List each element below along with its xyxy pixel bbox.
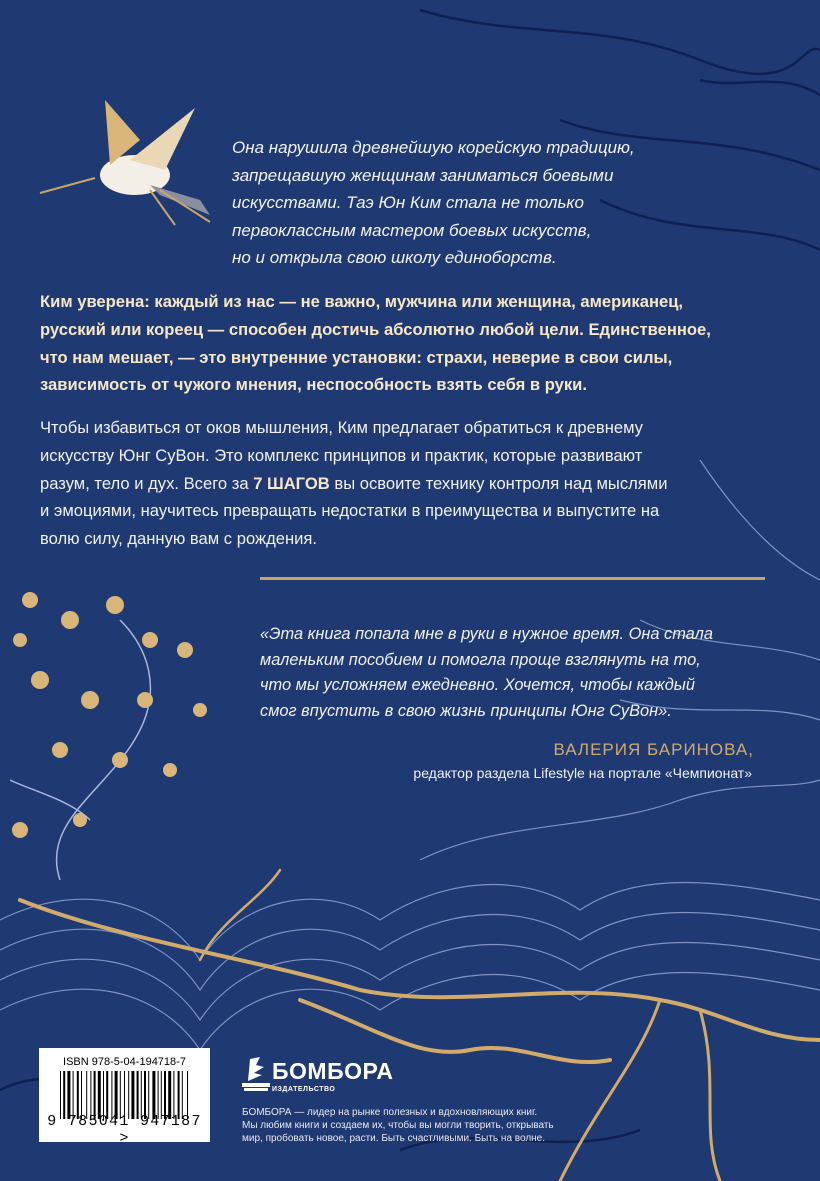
publisher-line: БОМБОРА — лидер на рынке полезных и вдохновляющих книг. — [242, 1107, 538, 1118]
quote-author: ВАЛЕРИЯ БАРИНОВА, — [553, 740, 754, 759]
barcode-bar — [177, 1071, 179, 1119]
isbn-barcode — [39, 1048, 210, 1147]
barcode-bar — [160, 1071, 161, 1119]
pine-tree-icon — [10, 592, 207, 880]
lead-line: зависимость от чужого мнения, неспособность взять себя в руки. — [40, 375, 587, 395]
barcode-bar — [60, 1071, 61, 1119]
body-line: Чтобы избавиться от оков мышления, Ким предлагает обратиться к древнему — [40, 418, 643, 437]
ean-digits: 9 785041 947187 > — [47, 1113, 202, 1147]
barcode-bar — [140, 1071, 141, 1119]
gold-divider — [260, 577, 765, 580]
barcode-bar — [152, 1071, 155, 1119]
barcode-bar — [173, 1071, 174, 1119]
publisher-line: мир, пробовать новое, расти. Быть счастливыми. Быть на волне. — [242, 1133, 546, 1144]
body-line — [40, 470, 667, 498]
barcode-bar — [144, 1071, 146, 1119]
quote-line: смог впустить в свою жизнь принципы Юнг СуВон». — [260, 701, 672, 720]
body-line: волю силу, данную вам с рождения. — [40, 529, 318, 549]
barcode-bar — [72, 1071, 73, 1119]
barcode-bars — [60, 1071, 190, 1119]
barcode-bar — [103, 1071, 104, 1119]
intro-line: Она нарушила древнейшую корейскую традицию, — [232, 138, 635, 157]
barcode-bar — [90, 1071, 91, 1119]
barcode-bar — [81, 1071, 82, 1119]
barcode-bar — [164, 1071, 166, 1119]
barcode-bar — [148, 1071, 149, 1119]
body-text: разум, тело и дух. Всего за — [40, 473, 254, 493]
barcode-bar — [63, 1071, 65, 1119]
barcode-bar — [181, 1071, 182, 1119]
barcode-bar — [111, 1071, 112, 1119]
barcode-bar — [106, 1071, 108, 1119]
barcode-bar — [86, 1071, 87, 1119]
lead-paragraph — [40, 288, 711, 399]
barcode-bar — [187, 1071, 188, 1119]
barcode-bar — [76, 1071, 78, 1119]
quote-line: что мы усложняем ежедневно. Хочется, чтобы каждый — [260, 676, 695, 695]
barcode-bar — [136, 1071, 138, 1119]
barcode-bar — [128, 1071, 129, 1119]
barcode-bar — [168, 1071, 171, 1119]
lead-line: Ким уверена: каждый из нас — не важно, мужчина или женщина, американец, — [40, 292, 684, 311]
barcode-bar — [114, 1071, 117, 1119]
quote-author-role: редактор раздела Lifestyle на портале «Чемпионат» — [413, 765, 752, 781]
seven-steps-highlight: 7 ШАГОВ — [253, 473, 330, 493]
barcode-bar — [97, 1071, 100, 1119]
body-line: искусству Юнг СуВон. Это комплекс принципов и практик, которые развивают — [40, 445, 643, 465]
publisher-line: Мы любим книги и создаем их, чтобы вы могли творить, открывать — [242, 1120, 554, 1131]
intro-line: искусствами. Таэ Юн Ким стала не только — [232, 193, 584, 212]
isbn-number: ISBN 978-5-04-194718-7 — [63, 1056, 186, 1068]
quote-line: «Эта книга попала мне в руки в нужное время. Она стала — [260, 625, 713, 643]
publisher-name: БОМБОРА — [272, 1058, 394, 1084]
barcode-bar — [67, 1071, 70, 1119]
crane-icon — [40, 100, 210, 225]
intro-line: запрещавшую женщинам заниматься боевыми — [232, 165, 614, 185]
quote-line: маленьким пособием и помогла проще взглянуть на то, — [260, 650, 701, 669]
publisher-logo — [242, 1057, 394, 1096]
lead-line: русский или кореец — способен достичь абсолютно любой цели. Единственное, — [40, 319, 711, 339]
publisher-emblem-icon — [242, 1057, 270, 1091]
barcode-bar — [131, 1071, 134, 1119]
barcode-bar — [157, 1071, 158, 1119]
barcode-bar — [124, 1071, 125, 1119]
barcode-bar — [119, 1071, 120, 1119]
intro-line: первоклассным мастером боевых искусств, — [232, 220, 592, 240]
barcode-bar — [93, 1071, 95, 1119]
publisher-subtitle: ИЗДАТЕЛЬСТВО — [272, 1086, 336, 1093]
intro-line: но и открыла свою школу единоборств. — [232, 248, 557, 267]
body-line: и эмоциями, научитесь превращать недостатки в преимущества и выпустите на — [40, 501, 660, 521]
review-quote — [260, 622, 713, 724]
body-paragraph — [40, 414, 667, 553]
intro-paragraph — [232, 134, 635, 272]
body-text: вы освоите технику контроля над мыслями — [329, 473, 668, 493]
lead-line: что нам мешает, — это внутренние установки: страхи, неверие в свои силы, — [40, 347, 673, 367]
publisher-description — [242, 1106, 554, 1145]
